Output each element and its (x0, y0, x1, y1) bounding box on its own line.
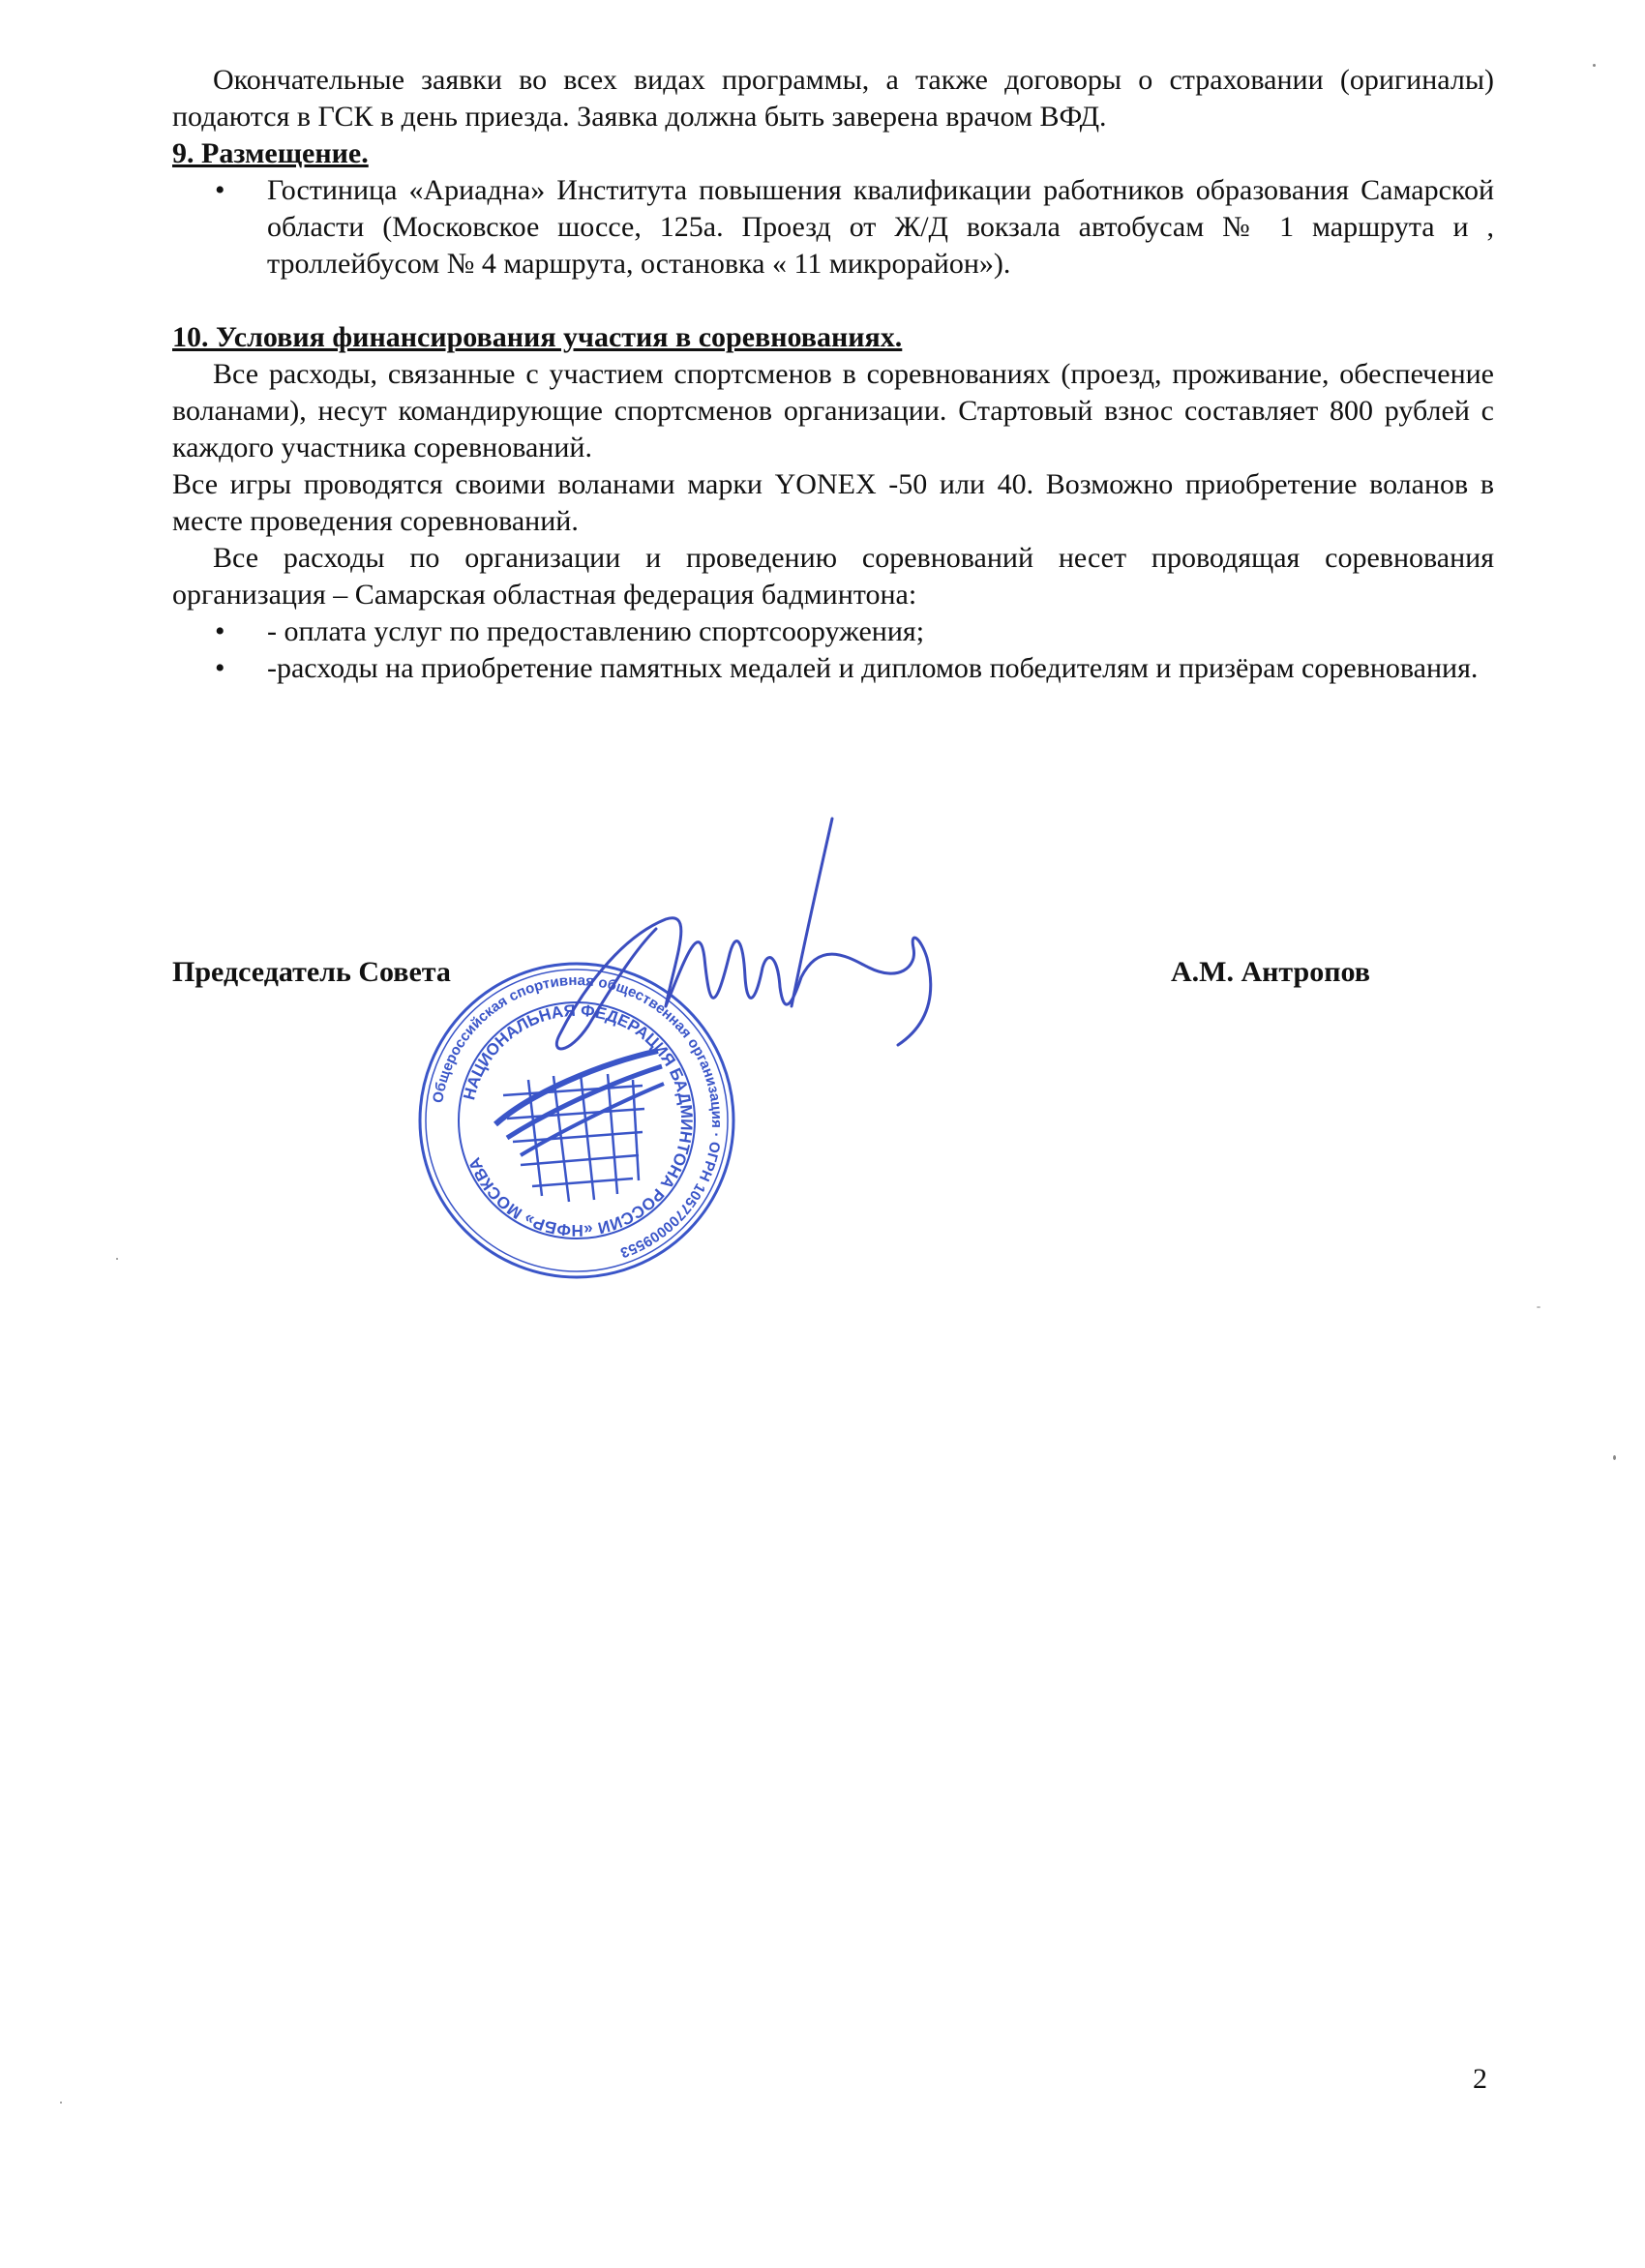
paragraph-applications: Окончательные заявки во всех видах программы, а также договоры о страховании (оригиналы) подаются в ГСК в день приезда. Заявка должна быть заверена врачом ВФД. (172, 64, 1494, 133)
paragraph-shuttlecocks: Все игры проводятся своими воланами марки YONEX -50 или 40. Возможно приобретение воланов в месте проведения соревнований. (172, 468, 1494, 537)
bullet-icon: • (215, 615, 225, 647)
paragraph-organizer-expenses: Все расходы по организации и проведению соревнований несет проводящая соревнования организация – Самарская областная федерация бадминтона: (172, 542, 1494, 611)
signatory-title: Председатель Совета (172, 956, 451, 988)
bullet-icon: • (215, 174, 225, 206)
list-item-text: - оплата услуг по предоставлению спортсооружения; (267, 615, 925, 647)
bullet-icon: • (215, 652, 225, 684)
section-9-heading: 9. Размещение. (172, 137, 369, 169)
document-body (172, 62, 1494, 687)
stamp-outer-text: Общероссийская спортивная общественная организация · ОГРН 1057700009553 (430, 971, 726, 1262)
paragraph-expenses: Все расходы, связанные с участием спортсменов в соревнованиях (проезд, проживание, обеспечение воланами), несут командирующие спортсменов организации. Стартовый взнос составляет 800 рублей с каждого участника соревнований. (172, 358, 1494, 463)
list-item (172, 613, 1494, 650)
stamp-inner-text: НАЦИОНАЛЬНАЯ ФЕДЕРАЦИЯ БАДМИНТОНА РОССИИ «НФБР» МОСКВА (460, 1000, 697, 1240)
list-item-text: -расходы на приобретение памятных медалей и дипломов победителям и призёрам соревнования. (267, 652, 1479, 684)
page-number: 2 (1473, 2063, 1487, 2095)
section-10-heading: 10. Условия финансирования участия в соревнованиях. (172, 321, 903, 353)
handwritten-signature (530, 813, 956, 1074)
list-item (172, 650, 1494, 687)
signatory-name: А.М. Антропов (1171, 956, 1370, 988)
list-item (172, 172, 1494, 283)
list-item-text: Гостиница «Ариадна» Института повышения квалификации работников образования Самарской области (Московское шоссе, 125а. Проезд от Ж/Д вокзала автобусам № 1 маршрута и , троллейбусом № 4 маршрута, остановка « 11 микрорайон»). (267, 174, 1494, 280)
